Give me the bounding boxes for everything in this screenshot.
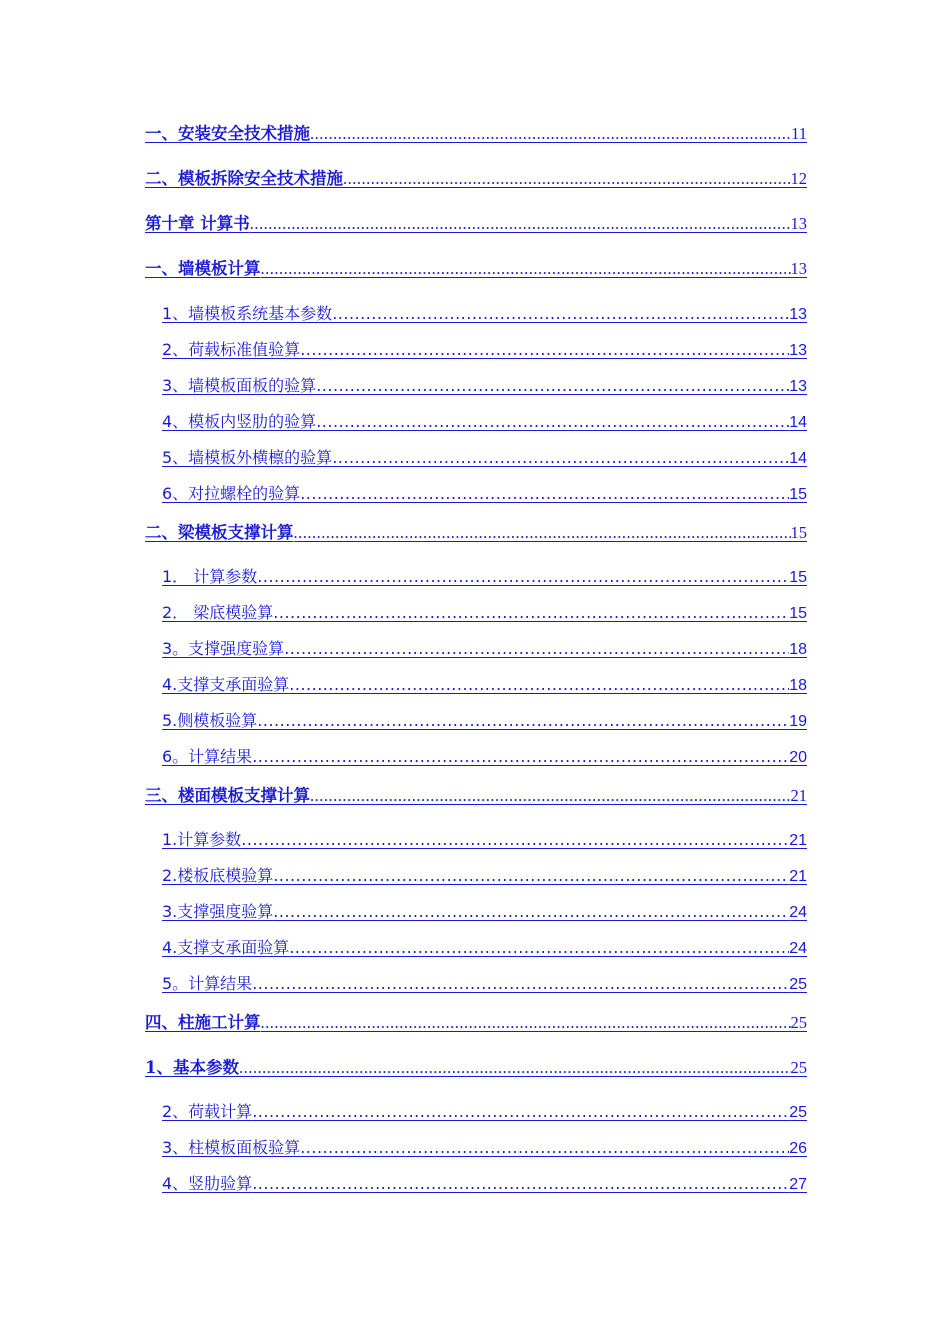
toc-entry[interactable]: [145, 786, 807, 806]
toc-entry-page: 26: [789, 1140, 807, 1157]
toc-entry-title: 4、模板内竖肋的验算: [162, 412, 317, 431]
toc-leader: [273, 902, 789, 922]
toc-entry-title: 5、墙模板外横檩的验算: [162, 448, 333, 467]
toc-entry[interactable]: [162, 1138, 807, 1158]
toc-entry[interactable]: [162, 567, 807, 587]
toc-entry-page: 21: [789, 832, 807, 849]
toc-leader: [289, 938, 789, 958]
toc-leader: [284, 639, 789, 659]
toc-entry-page: 25: [790, 1013, 807, 1032]
toc-entry[interactable]: [162, 448, 807, 468]
toc-entry-page: 19: [789, 713, 807, 730]
toc-leader: [257, 711, 789, 731]
toc-entry[interactable]: [162, 340, 807, 360]
toc-entry[interactable]: [162, 1174, 807, 1194]
toc-entry-title: 5。计算结果: [162, 974, 253, 993]
toc-entry[interactable]: [162, 1102, 807, 1122]
toc-entry-page: 15: [789, 605, 807, 622]
toc-entry-page: 12: [790, 169, 807, 188]
toc-entry[interactable]: [162, 747, 807, 767]
toc-leader: [273, 603, 789, 623]
toc-entry-page: 25: [790, 1058, 807, 1077]
toc-leader: [310, 786, 791, 806]
toc-entry-title: 3、柱模板面板验算: [162, 1138, 301, 1157]
toc-leader: [289, 675, 789, 695]
toc-entry-title: 二、模板拆除安全技术措施: [145, 169, 343, 188]
toc-entry-title: 2、荷载标准值验算: [162, 340, 301, 359]
toc-entry-page: 15: [789, 486, 807, 503]
toc-entry-title: 4、竖肋验算: [162, 1174, 253, 1193]
toc-entry-title: 2、荷载计算: [162, 1102, 253, 1121]
toc-leader: [332, 304, 789, 324]
toc-leader: [332, 448, 789, 468]
toc-entry-page: 18: [789, 641, 807, 658]
toc-entry[interactable]: [145, 1013, 807, 1033]
toc-entry-page: 25: [789, 1104, 807, 1121]
toc-entry[interactable]: [162, 304, 807, 324]
toc-entry[interactable]: [145, 523, 807, 543]
toc-entry[interactable]: [145, 214, 807, 234]
toc-entry-page: 13: [789, 378, 807, 395]
toc-entry-title: 5.侧模板验算: [162, 711, 258, 730]
toc-leader: [273, 866, 789, 886]
toc-entry-page: 15: [790, 523, 807, 542]
toc-leader: [252, 747, 789, 767]
toc-entry[interactable]: [162, 866, 807, 886]
toc-entry-title: 1.计算参数: [162, 830, 242, 849]
toc-entry-title: 四、柱施工计算: [145, 1013, 261, 1032]
toc-leader: [316, 376, 789, 396]
toc-entry[interactable]: [145, 169, 807, 189]
toc-leader: [343, 169, 791, 189]
toc-leader: [250, 214, 791, 234]
toc-entry-title: 3、墙模板面板的验算: [162, 376, 317, 395]
toc-leader: [310, 124, 791, 144]
toc-leader: [300, 340, 789, 360]
toc-entry-title: 3。支撑强度验算: [162, 639, 285, 658]
toc-entry-title: 第十章 计算书: [145, 214, 250, 233]
toc-entry-page: 24: [789, 940, 807, 957]
toc-leader: [261, 259, 791, 279]
toc-leader: [252, 1102, 789, 1122]
toc-entry-page: 27: [789, 1176, 807, 1193]
toc-entry-title: 2.楼板底模验算: [162, 866, 274, 885]
toc-entry[interactable]: [162, 830, 807, 850]
toc-leader: [252, 1174, 789, 1194]
toc-leader: [239, 1058, 791, 1078]
toc-entry-title: 3.支撑强度验算: [162, 902, 274, 921]
toc-entry[interactable]: [162, 711, 807, 731]
toc-entry-title: 6、对拉螺栓的验算: [162, 484, 301, 503]
toc-leader: [261, 1013, 791, 1033]
toc-entry-page: 18: [789, 677, 807, 694]
toc-entry-title: 2． 梁底模验算: [162, 603, 274, 622]
toc-entry-page: 21: [790, 786, 807, 805]
toc-entry-title: 6。计算结果: [162, 747, 253, 766]
toc-entry-title: 一、安装安全技术措施: [145, 124, 310, 143]
toc-entry-title: 1． 计算参数: [162, 567, 258, 586]
toc-entry-page: 13: [789, 306, 807, 323]
toc-leader: [257, 567, 789, 587]
toc-entry-page: 14: [789, 450, 807, 467]
toc-entry-page: 20: [789, 749, 807, 766]
toc-entry-page: 15: [789, 569, 807, 586]
toc-leader: [241, 830, 789, 850]
toc-entry[interactable]: [162, 902, 807, 922]
toc-entry[interactable]: [145, 259, 807, 279]
toc-entry[interactable]: [145, 1058, 807, 1078]
toc-entry[interactable]: [162, 603, 807, 623]
toc-entry[interactable]: [162, 484, 807, 504]
toc-leader: [300, 1138, 789, 1158]
toc-leader: [294, 523, 791, 543]
toc-entry[interactable]: [162, 376, 807, 396]
toc-entry-title: 4.支撑支承面验算: [162, 938, 290, 957]
toc-entry-page: 13: [789, 342, 807, 359]
toc-entry-title: 二、梁模板支撑计算: [145, 523, 294, 542]
toc-entry[interactable]: [162, 675, 807, 695]
toc-leader: [300, 484, 789, 504]
toc-entry-title: 4.支撑支承面验算: [162, 675, 290, 694]
toc-entry-page: 25: [789, 976, 807, 993]
toc-entry-page: 21: [789, 868, 807, 885]
toc-entry-page: 13: [790, 214, 807, 233]
toc-entry[interactable]: [162, 639, 807, 659]
toc-entry-title: 1、基本参数: [145, 1058, 239, 1077]
toc-entry[interactable]: [162, 412, 807, 432]
toc-leader: [316, 412, 789, 432]
toc-entry-page: 14: [789, 414, 807, 431]
toc-entry-page: 13: [790, 259, 807, 278]
toc-entry[interactable]: [162, 938, 807, 958]
toc-entry-title: 1、墙模板系统基本参数: [162, 304, 333, 323]
toc-entry-page: 11: [791, 124, 807, 143]
toc-entry[interactable]: [145, 124, 807, 144]
toc-entry[interactable]: [162, 974, 807, 994]
toc-entry-title: 三、楼面模板支撑计算: [145, 786, 310, 805]
toc-entry-title: 一、墙模板计算: [145, 259, 261, 278]
toc-entry-page: 24: [789, 904, 807, 921]
toc-leader: [252, 974, 789, 994]
